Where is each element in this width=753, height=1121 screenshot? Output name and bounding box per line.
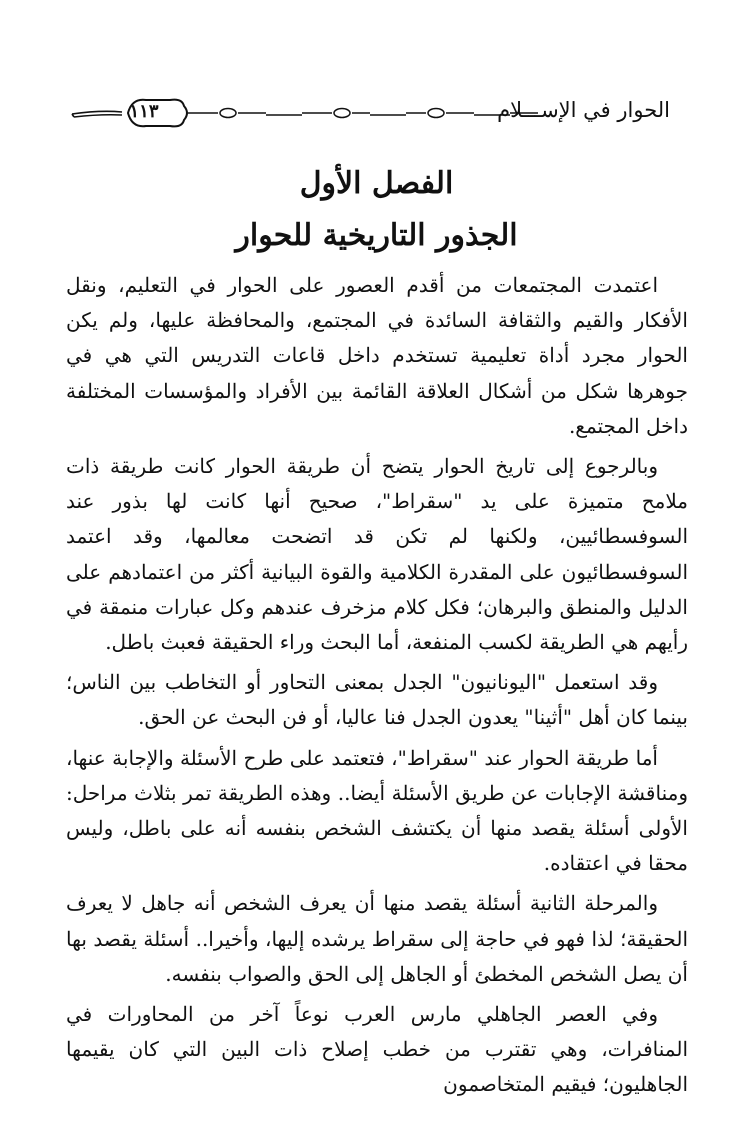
running-header-title: الحوار في الإســـلام xyxy=(497,98,670,122)
chapter-title: الفصل الأول xyxy=(299,166,454,201)
paragraph-5: والمرحلة الثانية أسئلة يقصد منها أن يعرف الشخص أنه جاهل لا يعرف الحقيقة؛ لذا فهو في حاجة إلى سقراط يرشده إليها، وأخيرا.. أسئلة يقصد بها أن يصل الشخص المخطئ أو الجاهل إلى الحق والصواب بنفسه. xyxy=(66,891,688,986)
paragraph-6: وفي العصر الجاهلي مارس العرب نوعاً آخر من المحاورات في المنافرات، وهي تقترب من خطب إصلاح ذات البين التي كان يقيمها الجاهليون؛ فيقيم المتخاصمون xyxy=(66,1002,688,1097)
paragraph-4: أما طريقة الحوار عند "سقراط"، فتعتمد على طرح الأسئلة والإجابة عنها، ومناقشة الإجابات عن طريق الأسئلة أيضا.. وهذه الطريقة تمر بثلاث مراحل: الأولى أسئلة يقصد منها أن يكتشف الشخص بنفسه أنه على باطل، وليس محقا في اعتقاده. xyxy=(66,745,688,876)
body-text xyxy=(66,268,688,1108)
paragraph-1: اعتمدت المجتمعات من أقدم العصور على الحوار في التعليم، ونقل الأفكار والقيم والثقافة السائدة في المجتمع، والمحافظة عليها، ولم يكن الحوار مجرد أداة تعليمية تستخدم داخل قاعات التدريس التي هي في جوهرها شكل من أشكال العلاقة القائمة بين الأفراد والمؤسسات المختلفة داخل المجتمع. xyxy=(66,273,688,438)
page-number: ١١٣ xyxy=(129,101,159,122)
section-title: الجذور التاريخية للحوار xyxy=(235,218,518,253)
paragraph-3: وقد استعمل "اليونانيون" الجدل بمعنى التحاور أو التخاطب بين الناس؛ بينما كان أهل "أثينا" يعدون الجدل فنا عاليا، أو فن البحث عن الحق. xyxy=(66,670,688,730)
paragraph-2: وبالرجوع إلى تاريخ الحوار يتضح أن طريقة الحوار كانت طريقة ذات ملامح متميزة على يد "سقراط"، صحيح أنها كانت لها بذور عند السوفسطائيين، ولكنها لم تكن قد اتضحت معالمها، وقد اعتمد السوفسطائيون على المقدرة الكلامية والقوة البيانية أكثر من اعتمادهم على الدليل والمنطق والبرهان؛ فكل كلام مزخرف عندهم وكل عبارات منمقة في رأيهم هي الطريقة لكسب المنفعة، أما البحث وراء الحقيقة فعبث باطل. xyxy=(66,454,689,655)
running-header xyxy=(70,92,670,132)
